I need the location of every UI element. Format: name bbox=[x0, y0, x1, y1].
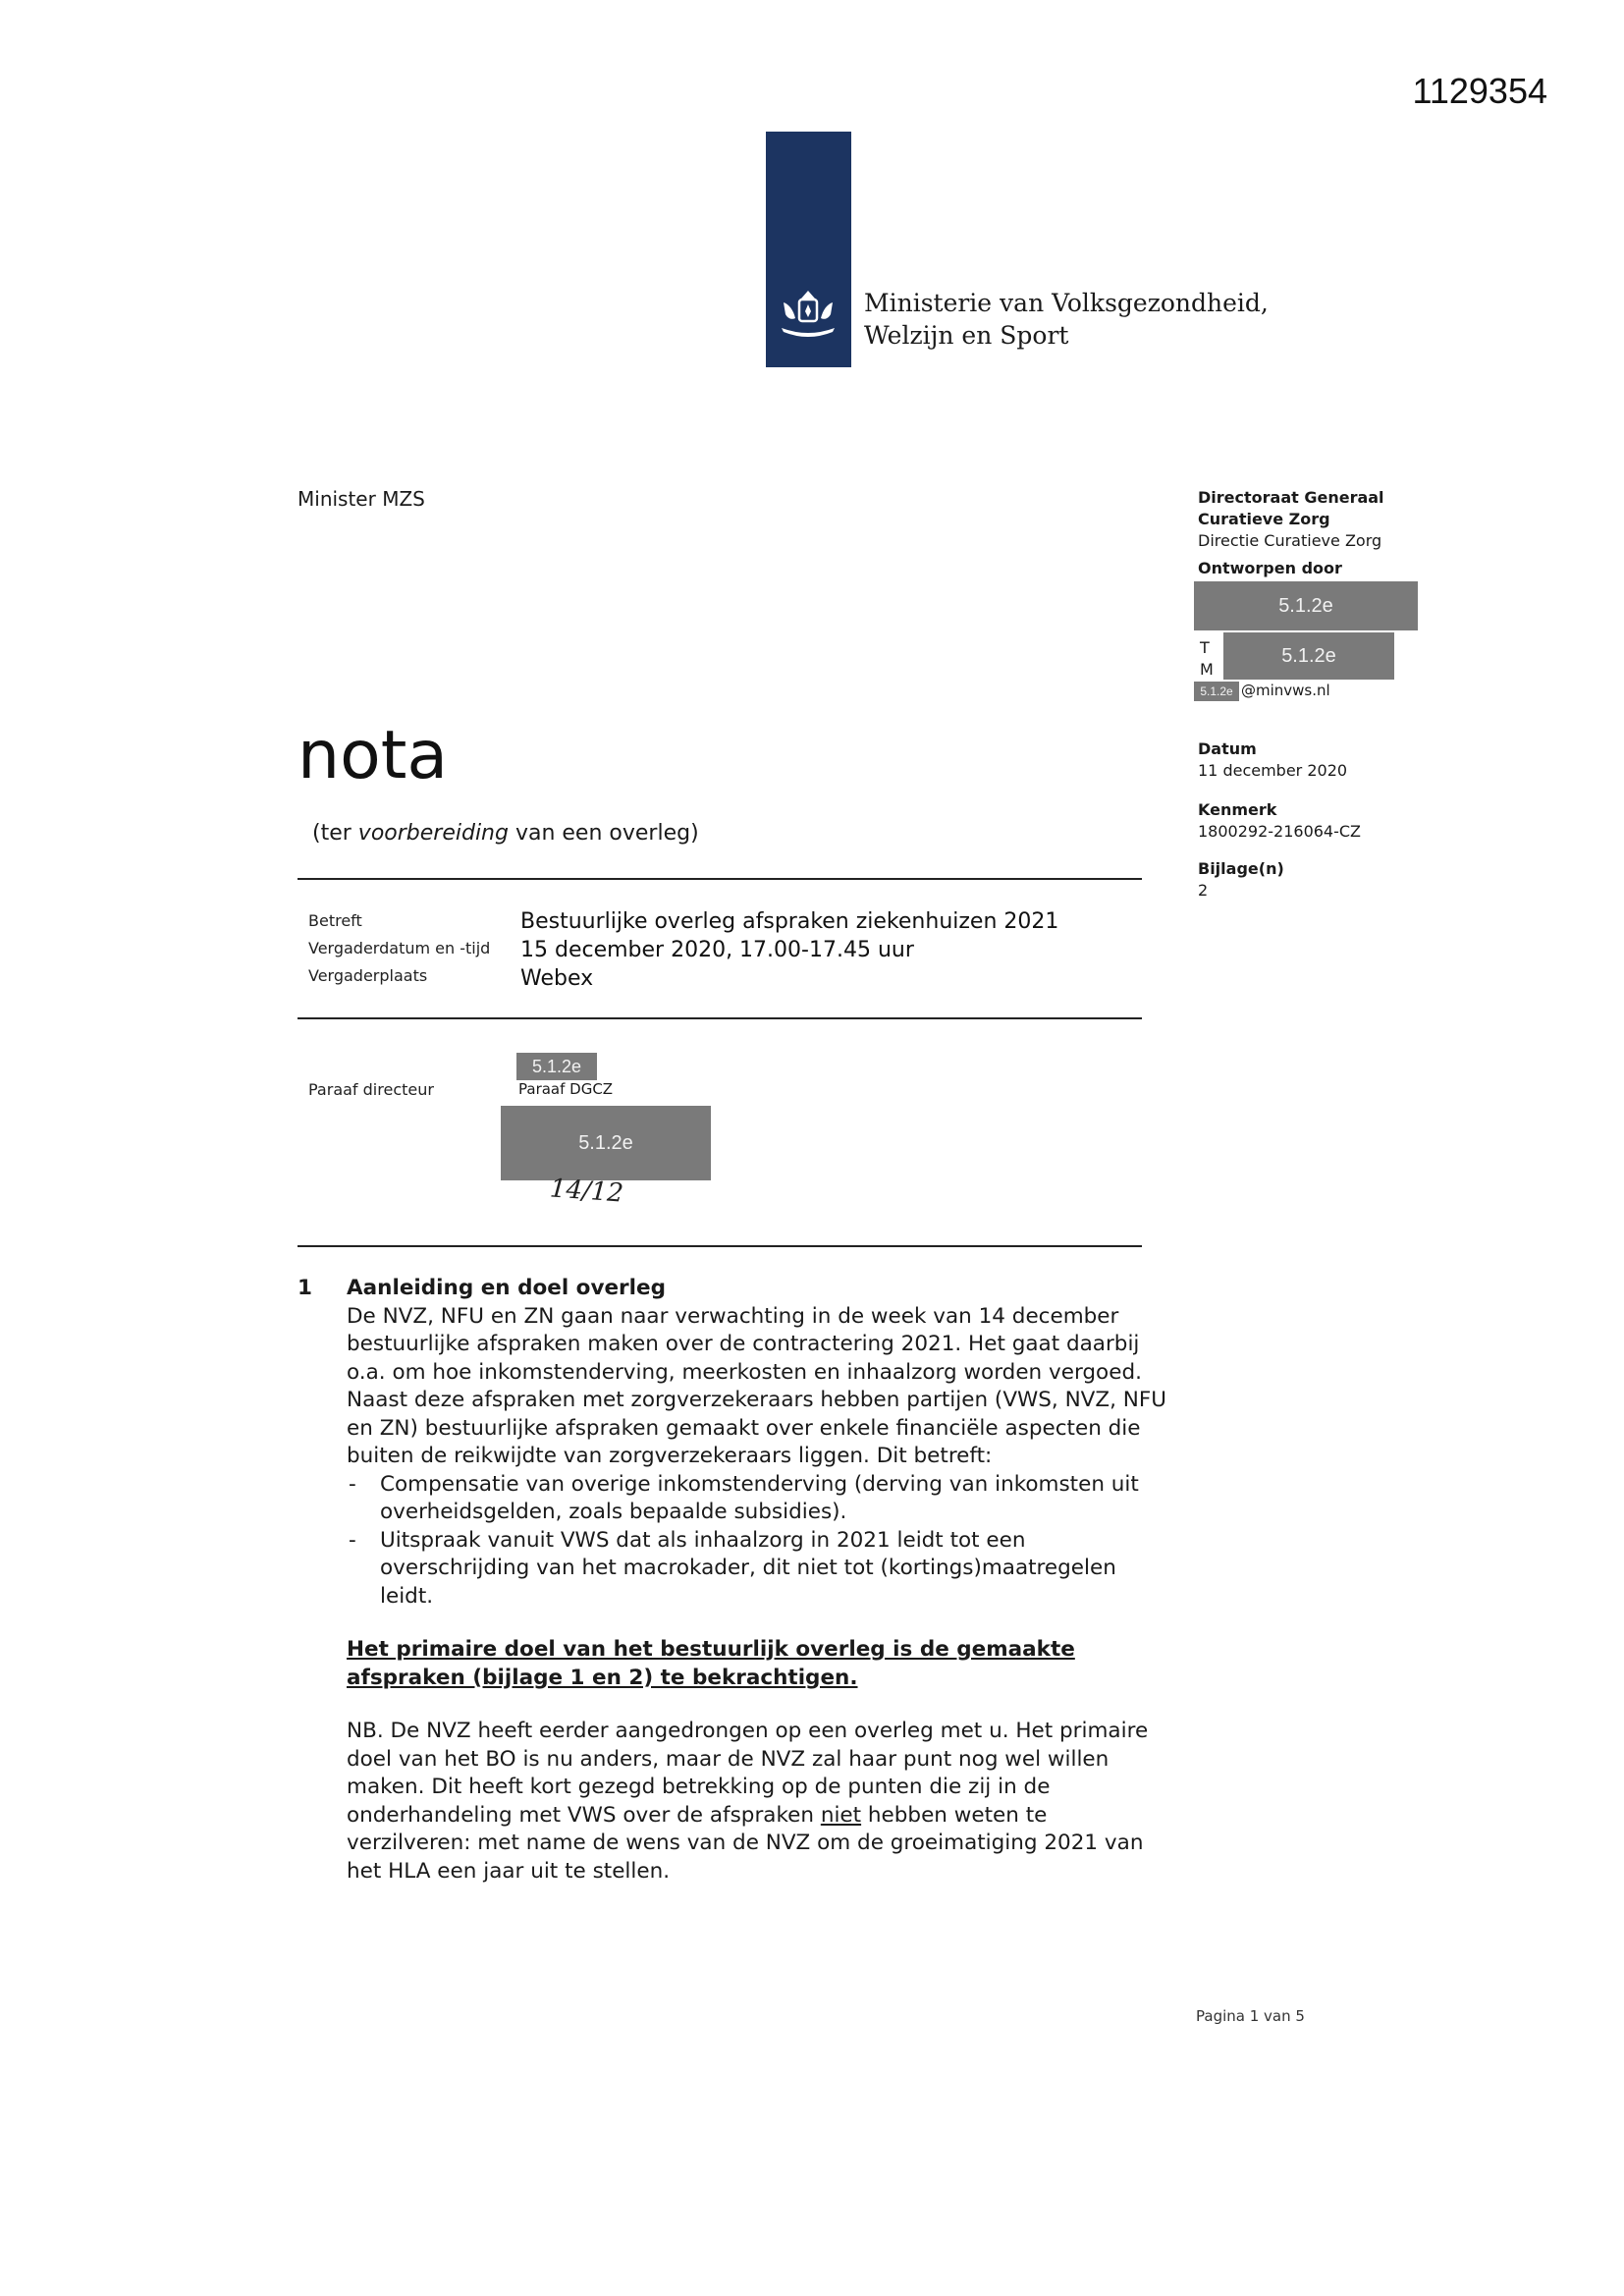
bijlagen-block bbox=[1198, 858, 1284, 902]
divider bbox=[298, 878, 1142, 880]
meeting-datetime-value: 15 december 2020, 17.00-17.45 uur bbox=[520, 938, 914, 962]
section-1 bbox=[298, 1275, 1181, 1886]
nb-paragraph bbox=[347, 1718, 1152, 1886]
betreft-value: Bestuurlijke overleg afspraken ziekenhuizen 2021 bbox=[520, 909, 1059, 934]
mobile-label: M bbox=[1200, 660, 1214, 679]
datum-block bbox=[1198, 738, 1347, 782]
document-title: nota bbox=[298, 717, 449, 794]
datum-label: Datum bbox=[1198, 739, 1257, 758]
bijlagen-label: Bijlage(n) bbox=[1198, 859, 1284, 878]
kenmerk-value: 1800292-216064-CZ bbox=[1198, 822, 1362, 841]
handwritten-date: 14/12 bbox=[549, 1174, 624, 1209]
document-subtitle bbox=[312, 821, 699, 846]
redaction-block: 5.1.2e bbox=[501, 1106, 711, 1180]
redaction-block: 5.1.2e bbox=[1194, 581, 1418, 630]
nb-text-end: hebben weten te verzilveren: met name de wens van de NVZ om de groeimatiging 2021 van het HLA een jaar uit te stellen. bbox=[347, 1802, 1144, 1884]
page-number: Pagina 1 van 5 bbox=[1196, 2007, 1305, 2025]
meeting-place-label: Vergaderplaats bbox=[308, 966, 428, 985]
subtitle-prefix: (ter bbox=[312, 821, 358, 846]
designed-by-label: Ontworpen door bbox=[1198, 559, 1342, 577]
meeting-place-value: Webex bbox=[520, 966, 594, 991]
bullet-list bbox=[347, 1471, 1171, 1612]
subtitle-suffix: van een overleg) bbox=[508, 821, 699, 846]
dg-line1: Directoraat Generaal bbox=[1198, 488, 1384, 507]
paraaf-directeur-label: Paraaf directeur bbox=[308, 1080, 434, 1099]
directie: Directie Curatieve Zorg bbox=[1198, 531, 1382, 550]
nb-text: NB. De NVZ heeft eerder aangedrongen op een overleg met u. Het primaire doel van het BO is nu anders, maar de NVZ zal haar punt nog wel willen maken. Dit heeft kort gezegd betrekking op de punten die zij in de onderhandeling met VWS over de afspraken bbox=[347, 1719, 1149, 1828]
ministry-name-line1: Ministerie van Volksgezondheid, bbox=[864, 289, 1269, 317]
datum-value: 11 december 2020 bbox=[1198, 761, 1348, 780]
primary-goal: Het primaire doel van het bestuurlijk overleg is de gemaakte afspraken (bijlage 1 en 2) te bekrachtigen. bbox=[347, 1637, 1075, 1690]
divider bbox=[298, 1017, 1142, 1019]
subtitle-italic: voorbereiding bbox=[357, 821, 509, 846]
redaction-block: 5.1.2e bbox=[516, 1053, 597, 1080]
section-paragraph: De NVZ, NFU en ZN gaan naar verwachting in de week van 14 december bestuurlijke afspraken maken over de contractering 2021. Het gaat daarbij o.a. om hoe inkomstenderving, meerkosten en inhaalzorg worden vergoed. Naast deze afspraken met zorgverzekeraars hebben partijen (VWS, NVZ, NFU en ZN) bestuurlijke afspraken gemaakt over enkele financiële aspecten die buiten de reikwijdte van zorgverzekeraars liggen. Dit betreft: bbox=[347, 1303, 1166, 1468]
dg-line2: Curatieve Zorg bbox=[1198, 510, 1330, 528]
meeting-datetime-label: Vergaderdatum en -tijd bbox=[308, 939, 491, 957]
betreft-label: Betreft bbox=[308, 911, 362, 930]
ministry-name-line2: Welzijn en Sport bbox=[864, 321, 1069, 350]
divider bbox=[298, 1245, 1142, 1247]
ministry-name bbox=[864, 287, 1269, 352]
paraaf-dgcz-label: Paraaf DGCZ bbox=[518, 1080, 614, 1098]
redaction-block: 5.1.2e bbox=[1194, 682, 1239, 701]
coat-of-arms-icon bbox=[776, 285, 840, 344]
section-title: Aanleiding en doel overleg bbox=[347, 1276, 666, 1300]
section-number: 1 bbox=[298, 1276, 312, 1300]
list-item: - Compensatie van overige inkomstenderving (derving van inkomsten uit overheidsgelden, zoals bepaalde subsidies). bbox=[347, 1471, 1171, 1527]
sender-block bbox=[1198, 487, 1434, 579]
document-number: 1129354 bbox=[1412, 71, 1547, 111]
nb-underlined: niet bbox=[820, 1802, 862, 1828]
list-item: - Uitspraak vanuit VWS dat als inhaalzorg in 2021 leidt tot een overschrijding van het macrokader, dit niet tot (kortings)maatregelen leidt. bbox=[347, 1527, 1171, 1612]
redaction-block: 5.1.2e bbox=[1223, 632, 1394, 680]
kenmerk-block bbox=[1198, 799, 1361, 843]
email-suffix: @minvws.nl bbox=[1241, 682, 1330, 699]
bijlagen-value: 2 bbox=[1198, 881, 1209, 900]
addressee: Minister MZS bbox=[298, 487, 425, 511]
phone-label: T bbox=[1200, 638, 1210, 657]
kenmerk-label: Kenmerk bbox=[1198, 800, 1277, 819]
